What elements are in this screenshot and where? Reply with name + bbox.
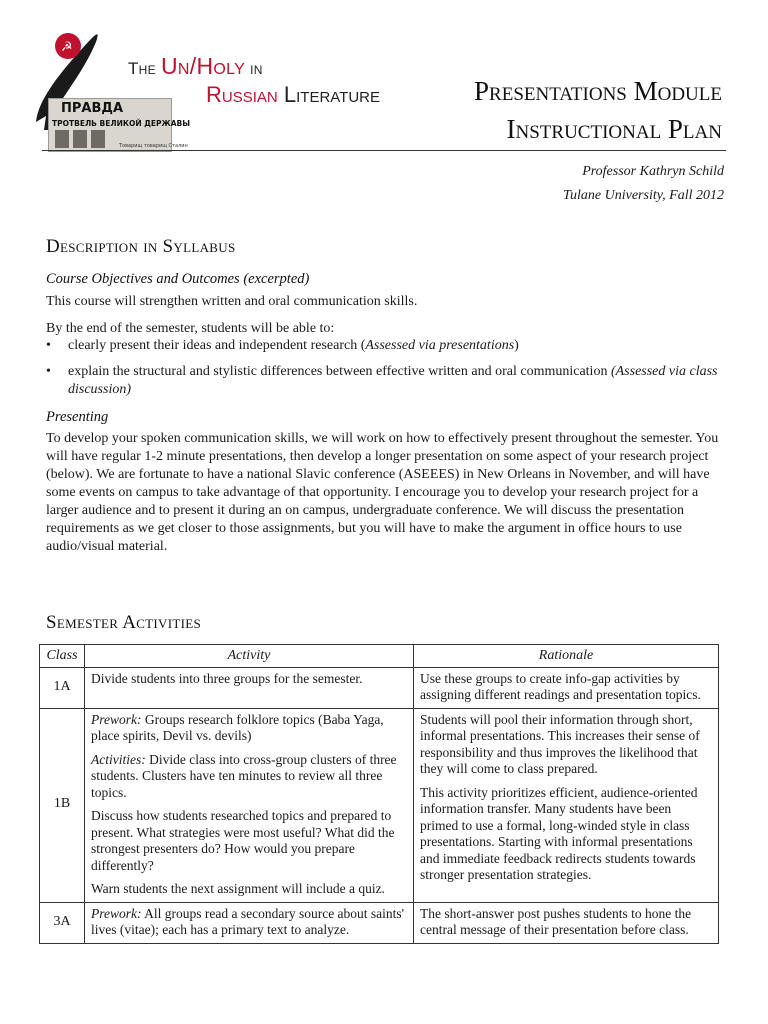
professor-name: Professor Kathryn Schild	[582, 164, 724, 179]
column-header-activity: Activity	[85, 645, 414, 668]
newspaper-title: ПРАВДА	[61, 101, 124, 116]
column-header-class: Class	[40, 645, 85, 668]
activities-heading: Semester Activities	[46, 612, 202, 633]
activity-cell: Prework: Groups research folklore topics (Baba Yaga, place spirits, Devil vs. devils) Activities: Divide class into cross-group clusters of three students. Clusters have ten minutes to review all three topics. Discuss how students researched topics and prepared to present. What strategies were most useful? What did the strongest presenters do? How would you prepare differently? Warn students the next assignment will include a quiz.	[85, 708, 414, 902]
document-title	[474, 72, 722, 148]
objectives-intro: This course will strengthen written and oral communication skills.	[46, 294, 418, 309]
rationale-cell: The short-answer post pushes students to hone the central message of their presentation before class.	[414, 902, 719, 943]
activity-cell: Divide students into three groups for the semester.	[85, 667, 414, 708]
table-row	[40, 667, 719, 708]
syllabus-heading: Description in Syllabus	[46, 236, 236, 257]
presenting-paragraph: To develop your spoken communication skills, we will work on how to effectively present throughout the semester. You will have regular 1-2 minute presentations, then develop a longer presentation on some aspect of your research project (below). We are fortunate to have a national Slavic conference (ASEEES) in New Orleans in November, and will have some events on campus to take advantage of that opportunity. I encourage you to develop your research project for a larger audience and to present it during an on campus, undergraduate conference. We will discuss the presentation requirements as we get closer to those assignments, but you will have to make the argument in office hours to use audio/visual material.	[46, 431, 719, 554]
presenting-heading: Presenting	[46, 409, 109, 425]
title-line-1: Presentations Module	[474, 76, 722, 106]
title-line-2: Instructional Plan	[506, 114, 722, 144]
by-end-text: By the end of the semester, students will be able to:	[46, 321, 335, 336]
newspaper-footer: Товарищ товарищ Сталин	[119, 143, 188, 149]
newspaper-subtitle: ТРОТВЕЛЬ ВЕЛИКОЙ ДЕРЖАВЫ	[52, 119, 191, 128]
table-row	[40, 902, 719, 943]
column-header-rationale: Rationale	[414, 645, 719, 668]
table-header-row	[40, 645, 719, 668]
class-cell: 3A	[40, 902, 85, 943]
activity-cell: Prework: All groups read a secondary source about saints' lives (vitae); each has a primary text to analyze.	[85, 902, 414, 943]
objective-bullet-1: • clearly present their ideas and independent research (Assessed via presentations)	[46, 338, 519, 353]
rationale-cell: Use these groups to create info-gap activities by assigning different readings and presentation topics.	[414, 667, 719, 708]
svg-text:☭: ☭	[61, 40, 73, 55]
activities-table	[39, 644, 719, 944]
rationale-cell: Students will pool their information through short, informal presentations. This increases their sense of responsibility and thus improves the likelihood that they will come to class prepared. This activity prioritizes efficient, audience-oriented information transfer. Many students have been primed to use a formal, long-winded style in class presentations. Starting with informal presentations and immediate feedback redirects students towards stronger presentation strategies.	[414, 708, 719, 902]
table-row	[40, 708, 719, 902]
author-block	[563, 160, 724, 208]
university-term: Tulane University, Fall 2012	[563, 188, 724, 203]
objective-bullet-2: • explain the structural and stylistic differences between effective written and oral communication (Assessed via class discussion)	[46, 364, 718, 397]
logo-title-line2: Russian Literature	[206, 82, 381, 107]
course-logo	[30, 20, 381, 149]
class-cell: 1B	[40, 708, 85, 902]
logo-title-line1: The Un/Holy in	[128, 53, 263, 79]
header-divider	[42, 150, 726, 151]
objectives-heading: Course Objectives and Outcomes (excerpted)	[46, 271, 310, 287]
newspaper-image	[48, 98, 191, 152]
class-cell: 1A	[40, 667, 85, 708]
